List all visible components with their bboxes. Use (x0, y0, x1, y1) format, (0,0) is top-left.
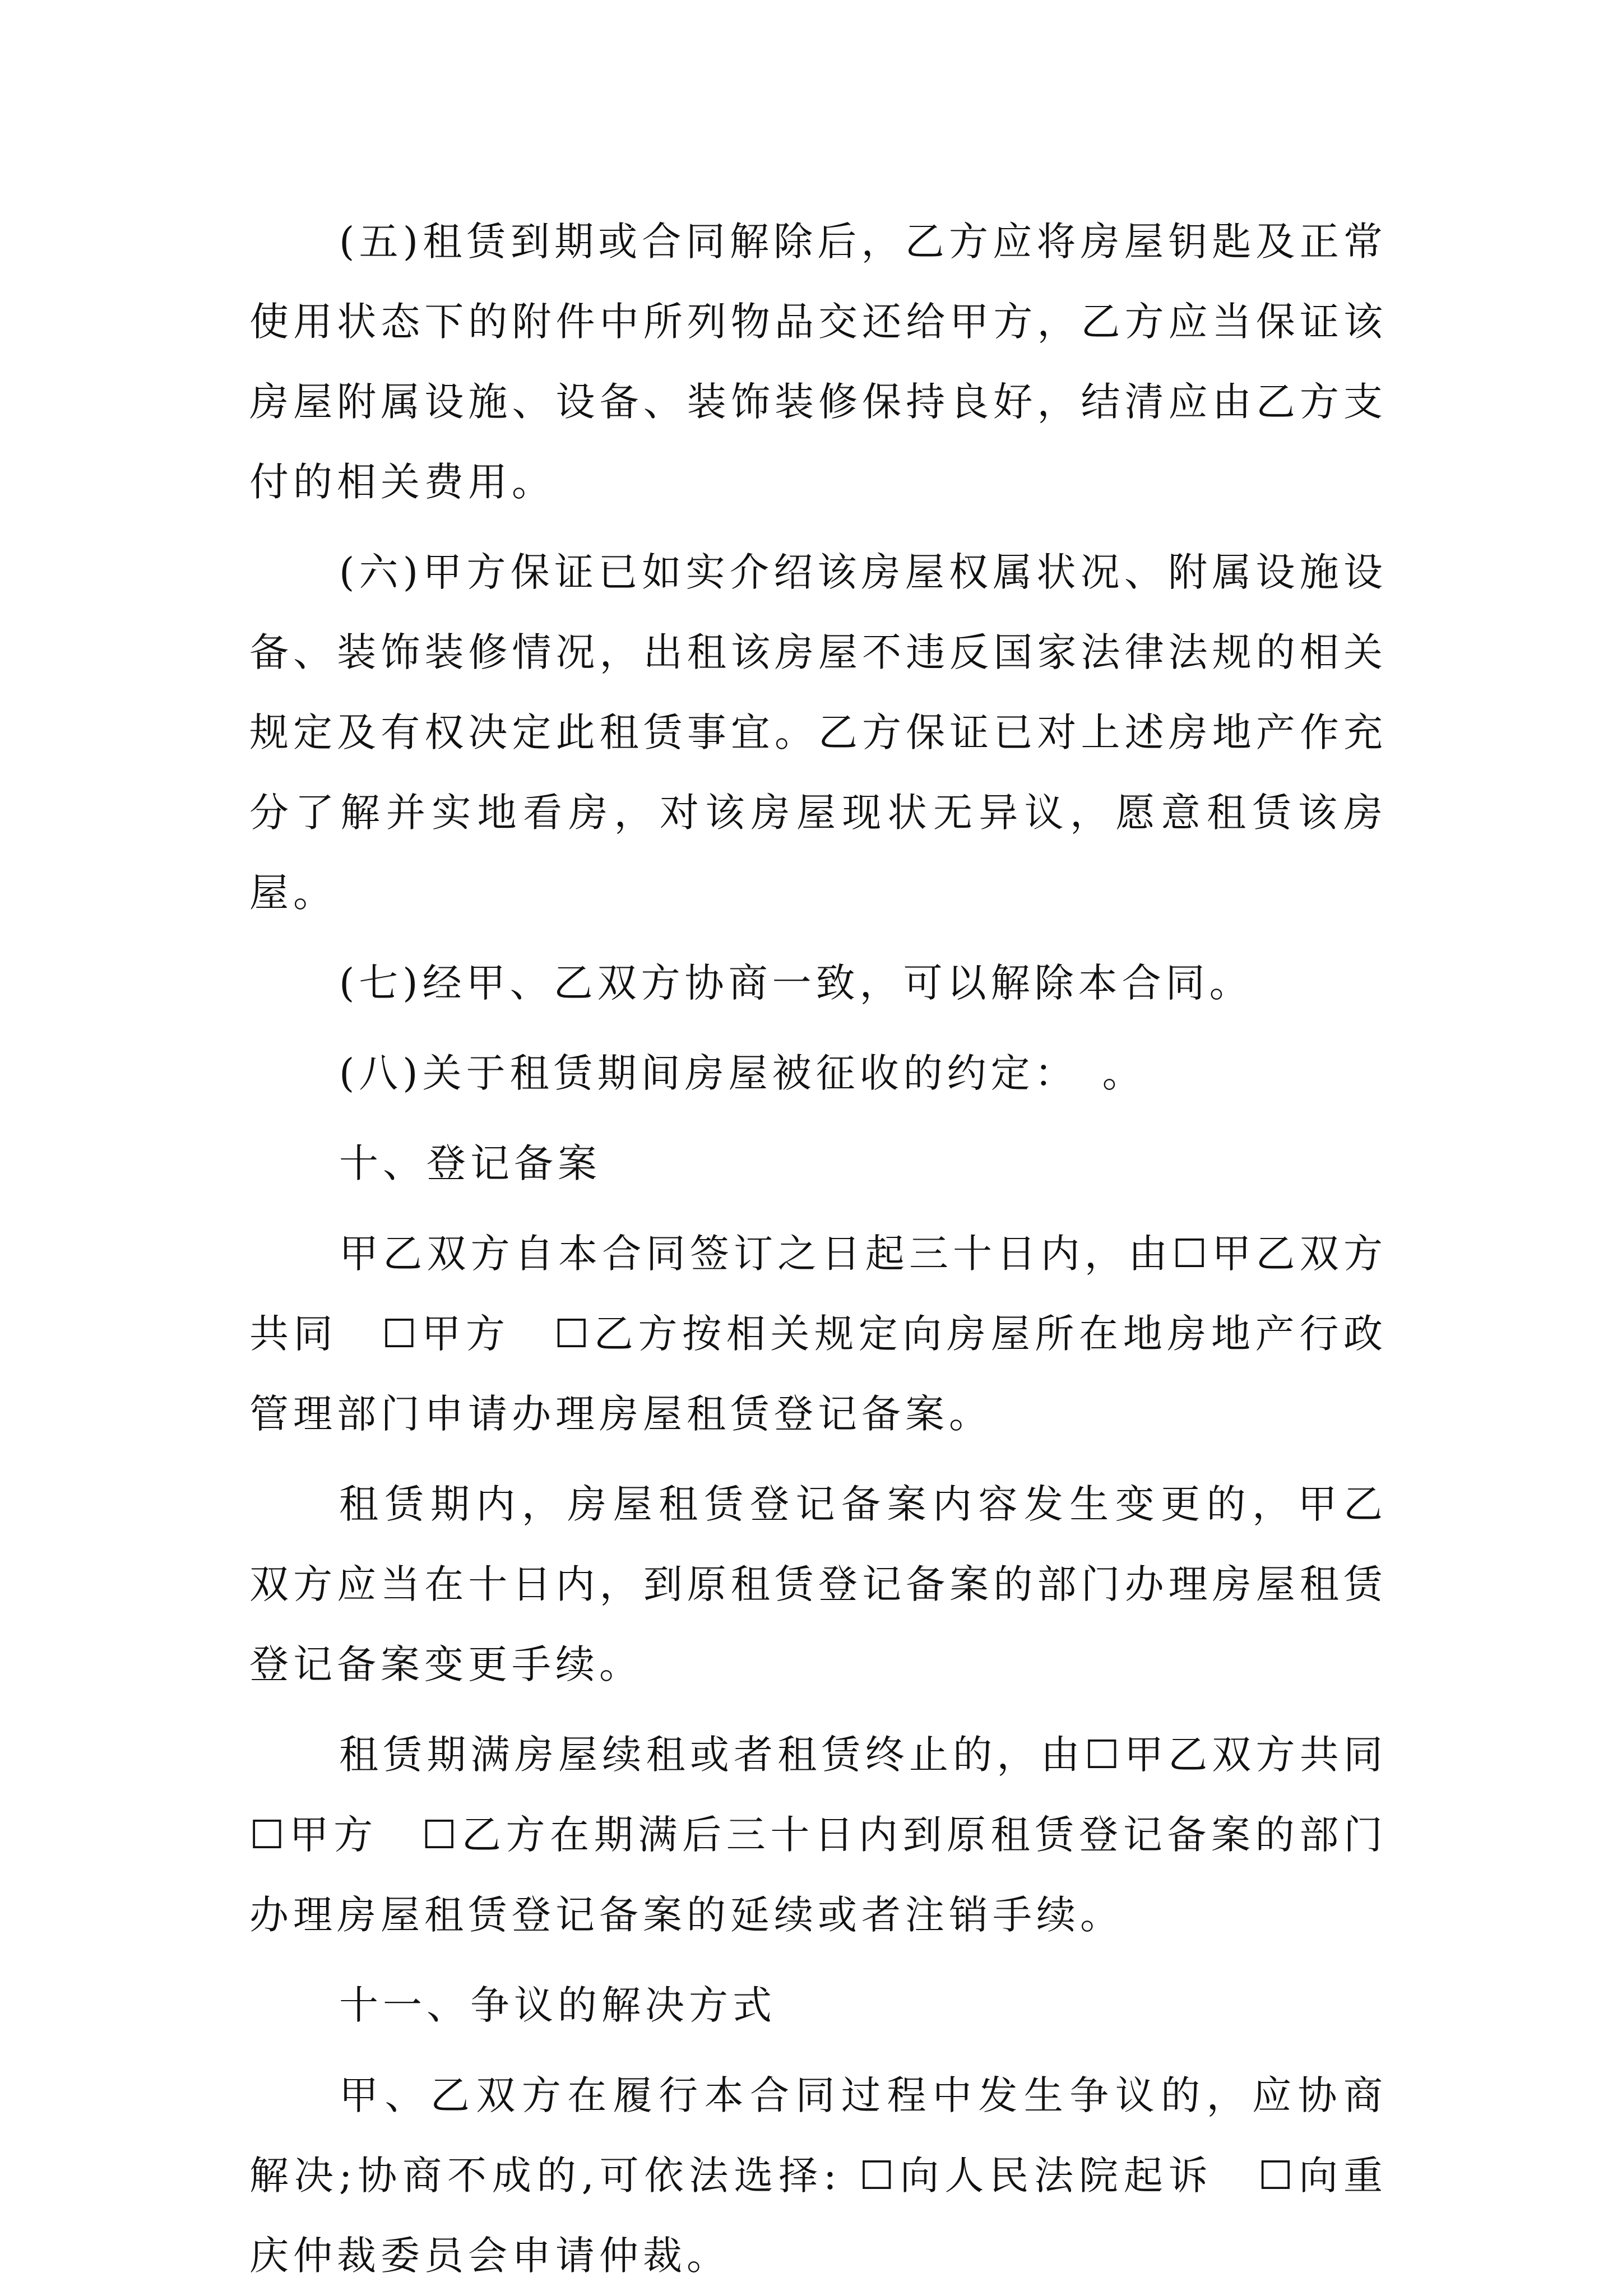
registration-paragraph: 甲乙双方自本合同签订之日起三十日内，由☐甲乙双方共同 ☐甲方 ☐乙方按相关规定向房屋所在地房地产行政管理部门申请办理房屋租赁登记备案。 (249, 1231, 1387, 1437)
clause-7-paragraph: (七)经甲、乙双方协商一致，可以解除本合同。 (339, 960, 1253, 1006)
clause-8-paragraph: (八)关于租赁期间房屋被征收的约定： 。 (339, 1050, 1146, 1096)
section-11-heading: 十一、争议的解决方式 (339, 1982, 776, 2028)
document-body (249, 202, 1387, 2296)
clause-6-paragraph: (六)甲方保证已如实介绍该房屋权属状况、附属设施设备、装饰装修情况，出租该房屋不违反国家法律法规的相关规定及有权决定此租赁事宜。乙方保证已对上述房地产作充分了解并实地看房，对该房屋现状无异议，愿意租赁该房屋。 (249, 549, 1387, 916)
section-10-heading: 十、登记备案 (339, 1140, 601, 1186)
registration-renewal-paragraph: 租赁期满房屋续租或者租赁终止的，由☐甲乙双方共同☐甲方 ☐乙方在期满后三十日内到原租赁登记备案的部门办理房屋租赁登记备案的延续或者注销手续。 (249, 1732, 1387, 1938)
dispute-resolution-paragraph: 甲、乙双方在履行本合同过程中发生争议的，应协商解决;协商不成的,可依法选择: ☐向人民法院起诉 ☐向重庆仲裁委员会申请仲裁。 (249, 2072, 1387, 2279)
registration-change-paragraph: 租赁期内，房屋租赁登记备案内容发生变更的，甲乙双方应当在十日内，到原租赁登记备案的部门办理房屋租赁登记备案变更手续。 (249, 1481, 1387, 1687)
clause-5-paragraph: (五)租赁到期或合同解除后，乙方应将房屋钥匙及正常使用状态下的附件中所列物品交还给甲方，乙方应当保证该房屋附属设施、设备、装饰装修保持良好，结清应由乙方支付的相关费用。 (249, 219, 1387, 505)
